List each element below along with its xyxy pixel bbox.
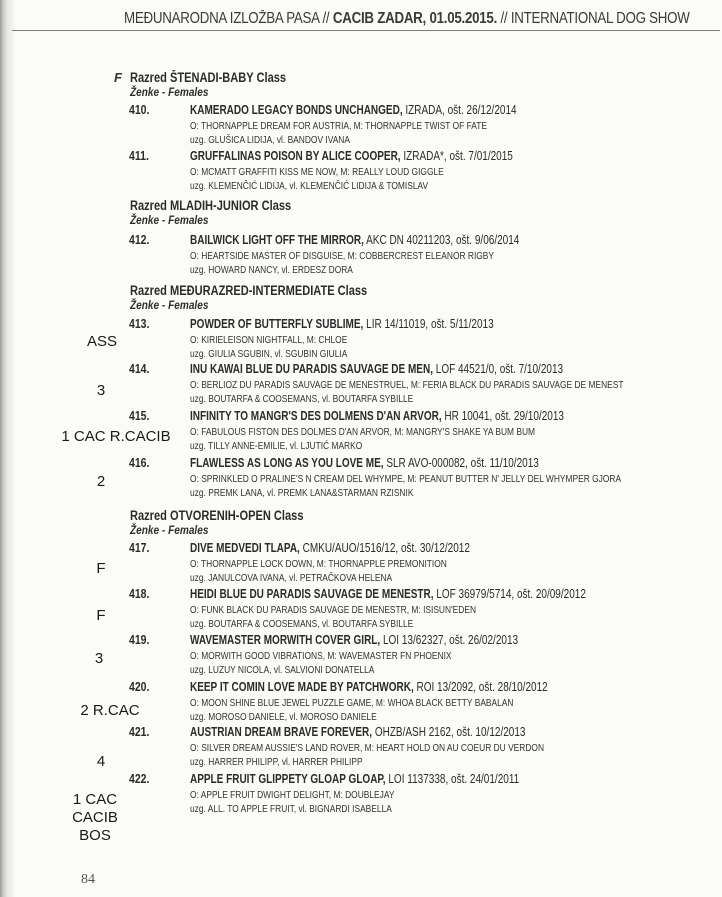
entry-number: 411.	[129, 149, 149, 163]
dog-entry	[190, 587, 586, 601]
registration-info: LIR 14/11019, ošt. 5/11/2013	[363, 317, 494, 331]
dog-name: FLAWLESS AS LONG AS YOU LOVE ME,	[190, 456, 384, 470]
registration-info: OHZB/ASH 2162, ošt. 10/12/2013	[372, 725, 526, 739]
dog-name: AUSTRIAN DREAM BRAVE FOREVER,	[190, 725, 373, 739]
breeder-owner-line: uzg. GLUŠICA LIDIJA, vl. BANDOV IVANA	[190, 134, 350, 146]
entry-number: 415.	[129, 409, 150, 423]
page-header	[124, 10, 690, 30]
handwritten-result: F	[96, 607, 106, 624]
handwritten-result: 2	[96, 473, 106, 490]
entry-number: 416.	[129, 456, 150, 470]
sex-label: Ženke - Females	[130, 85, 209, 99]
dog-name: GRUFFALINAS POISON BY ALICE COOPER,	[190, 149, 401, 163]
registration-info: LOF 44521/0, ošt. 7/10/2013	[432, 362, 564, 376]
handwritten-result: 3	[96, 382, 106, 399]
dog-name: KEEP IT COMIN LOVE MADE BY PATCHWORK,	[190, 680, 414, 694]
parents-line: O: KIRIELEISON NIGHTFALL, M: CHLOE	[190, 334, 348, 346]
breeder-owner-line: uzg. BOUTARFA & COOSEMANS, vl. BOUTARFA SYBILLE	[190, 618, 414, 630]
header-center: CACIB ZADAR, 01.05.2015.	[332, 10, 498, 27]
handwritten-result: 2 R.CAC	[80, 702, 140, 719]
handwritten-result: F	[96, 560, 106, 577]
registration-info: LOI 13/62327, ošt. 26/02/2013	[380, 633, 519, 647]
breeder-owner-line: uzg. TILLY ANNE-EMILIE, vl. LJUTIĆ MARKO	[190, 440, 363, 452]
page-edge-shadow	[0, 0, 14, 897]
dog-entry	[190, 362, 563, 376]
registration-info: LOF 36979/5714, ošt. 20/09/2012	[433, 587, 586, 601]
registration-info: CMKU/AUO/1516/12, ošt. 30/12/2012	[299, 541, 470, 555]
class-title: Razred MLADIH-JUNIOR Class	[130, 198, 292, 213]
dog-name: POWDER OF BUTTERFLY SUBLIME,	[190, 317, 364, 331]
class-title: Razred OTVORENIH-OPEN Class	[130, 508, 304, 523]
entry-number: 421.	[129, 725, 150, 739]
breeder-owner-line: uzg. ALL. TO APPLE FRUIT, vl. BIGNARDI ISABELLA	[190, 803, 392, 815]
dog-entry	[190, 233, 519, 247]
breeder-owner-line: uzg. HOWARD NANCY, vl. ERDESZ DORA	[190, 264, 353, 276]
parents-line: O: MORWITH GOOD VIBRATIONS, M: WAVEMASTER FN PHOENIX	[190, 650, 452, 662]
dog-entry	[190, 103, 517, 117]
parents-line: O: MCMATT GRAFFITI KISS ME NOW, M: REALLY LOUD GIGGLE	[190, 166, 444, 178]
header-right: // INTERNATIONAL DOG SHOW	[500, 10, 690, 27]
dog-name: INU KAWAI BLUE DU PARADIS SAUVAGE DE MEN,	[190, 362, 433, 376]
entry-number: 418.	[129, 587, 150, 601]
breeder-owner-line: uzg. HARRER PHILIPP, vl. HARRER PHILIPP	[190, 756, 363, 768]
dog-entry	[190, 409, 564, 423]
dog-name: INFINITY TO MANGR'S DES DOLMENS D'AN ARVOR,	[190, 409, 442, 423]
parents-line: O: FUNK BLACK DU PARADIS SAUVAGE DE MENESTR, M: ISISUN'EDEN	[190, 604, 477, 616]
dog-entry	[190, 149, 513, 163]
registration-info: ROI 13/2092, ošt. 28/10/2012	[413, 680, 548, 694]
breeder-owner-line: uzg. JANULCOVA IVANA, vl. PETRAČKOVA HELENA	[190, 572, 393, 584]
entry-number: 420.	[129, 680, 150, 694]
dog-entry	[190, 317, 494, 331]
breeder-owner-line: uzg. KLEMENČIĆ LIDIJA, vl. KLEMENČIĆ LIDIJA & TOMISLAV	[190, 180, 429, 192]
dog-name: WAVEMASTER MORWITH COVER GIRL,	[190, 633, 381, 647]
handwritten-result: 4	[96, 753, 106, 770]
parents-line: O: FABULOUS FISTON DES DOLMES D'AN ARVOR, M: MANGRY'S SHAKE YA BUM BUM	[190, 426, 536, 438]
parents-line: O: BERLIOZ DU PARADIS SAUVAGE DE MENESTRUEL, M: FERIA BLACK DU PARADIS SAUVAGE DE MENEST	[190, 379, 624, 391]
header-left: MEĐUNARODNA IZLOŽBA PASA //	[124, 10, 330, 27]
parents-line: O: MOON SHINE BLUE JEWEL PUZZLE GAME, M: WHOA BLACK BETTY BABALAN	[190, 697, 514, 709]
handwritten-result: 1 CAC CACIB BOS	[72, 791, 118, 844]
handwritten-result: 3	[94, 650, 104, 667]
parents-line: O: HEARTSIDE MASTER OF DISGUISE, M: COBBERCREST ELEANOR RIGBY	[190, 250, 495, 262]
dog-entry	[190, 541, 470, 555]
parents-line: O: SILVER DREAM AUSSIE'S LAND ROVER, M: HEART HOLD ON AU COEUR DU VERDON	[190, 742, 545, 754]
dog-entry	[190, 456, 539, 470]
breeder-owner-line: uzg. LUZUY NICOLA, vl. SALVIONI DONATELLA	[190, 664, 375, 676]
parents-line: O: APPLE FRUIT DWIGHT DELIGHT, M: DOUBLEJAY	[190, 789, 395, 801]
parents-line: O: THORNAPPLE LOCK DOWN, M: THORNAPPLE PREMONITION	[190, 558, 447, 570]
registration-info: LOI 1137338, ošt. 24/01/2011	[385, 772, 520, 786]
registration-info: AKC DN 40211203, ošt. 9/06/2014	[363, 233, 520, 247]
sex-label: Ženke - Females	[130, 298, 209, 312]
breeder-owner-line: uzg. MOROSO DANIELE, vl. MOROSO DANIELE	[190, 711, 377, 723]
parents-line: O: THORNAPPLE DREAM FOR AUSTRIA, M: THORNAPPLE TWIST OF FATE	[190, 120, 488, 132]
handwritten-result: ASS	[86, 333, 118, 350]
entry-number: 422.	[129, 772, 150, 786]
registration-info: HR 10041, ošt. 29/10/2013	[441, 409, 564, 423]
dog-name: APPLE FRUIT GLIPPETY GLOAP GLOAP,	[190, 772, 386, 786]
dog-name: BAILWICK LIGHT OFF THE MIRROR,	[190, 233, 364, 247]
breeder-owner-line: uzg. BOUTARFA & COOSEMANS, vl. BOUTARFA SYBILLE	[190, 393, 414, 405]
entry-number: 414.	[129, 362, 150, 376]
header-rule	[12, 30, 720, 31]
dog-entry	[190, 772, 519, 786]
entry-number: 410.	[129, 103, 150, 117]
sex-label: Ženke - Females	[130, 523, 209, 537]
dog-entry	[190, 725, 525, 739]
sex-label: Ženke - Females	[130, 213, 209, 227]
entry-number: 417.	[129, 541, 150, 555]
registration-info: IZRADA*, ošt. 7/01/2015	[400, 149, 513, 163]
page-number: 84	[81, 872, 95, 887]
dog-name: DIVE MEDVEDI TLAPA,	[190, 541, 300, 555]
parents-line: O: SPRINKLED O PRALINE'S N CREAM DEL WHYMPE, M: PEANUT BUTTER N' JELLY DEL WHYMPER GJORA	[190, 473, 622, 485]
dog-name: KAMERADO LEGACY BONDS UNCHANGED,	[190, 103, 403, 117]
entry-number: 413.	[129, 317, 150, 331]
dog-name: HEIDI BLUE DU PARADIS SAUVAGE DE MENESTR,	[190, 587, 434, 601]
dog-entry	[190, 633, 518, 647]
handwritten-result: 1 CAC R.CACIB	[61, 428, 171, 445]
registration-info: IZRADA, ošt. 26/12/2014	[402, 103, 517, 117]
breeder-owner-line: uzg. PREMK LANA, vl. PREMK LANA&STARMAN RZISNIK	[190, 487, 414, 499]
entry-number: 419.	[129, 633, 150, 647]
class-title: Razred MEĐURAZRED-INTERMEDIATE Class	[130, 283, 368, 298]
class-title: Razred ŠTENADI-BABY Class	[130, 70, 287, 85]
corner-mark: F	[114, 70, 122, 85]
entry-number: 412.	[129, 233, 150, 247]
registration-info: SLR AVO-000082, ošt. 11/10/2013	[383, 456, 539, 470]
breeder-owner-line: uzg. GIULIA SGUBIN, vl. SGUBIN GIULIA	[190, 348, 348, 360]
dog-entry	[190, 680, 548, 694]
